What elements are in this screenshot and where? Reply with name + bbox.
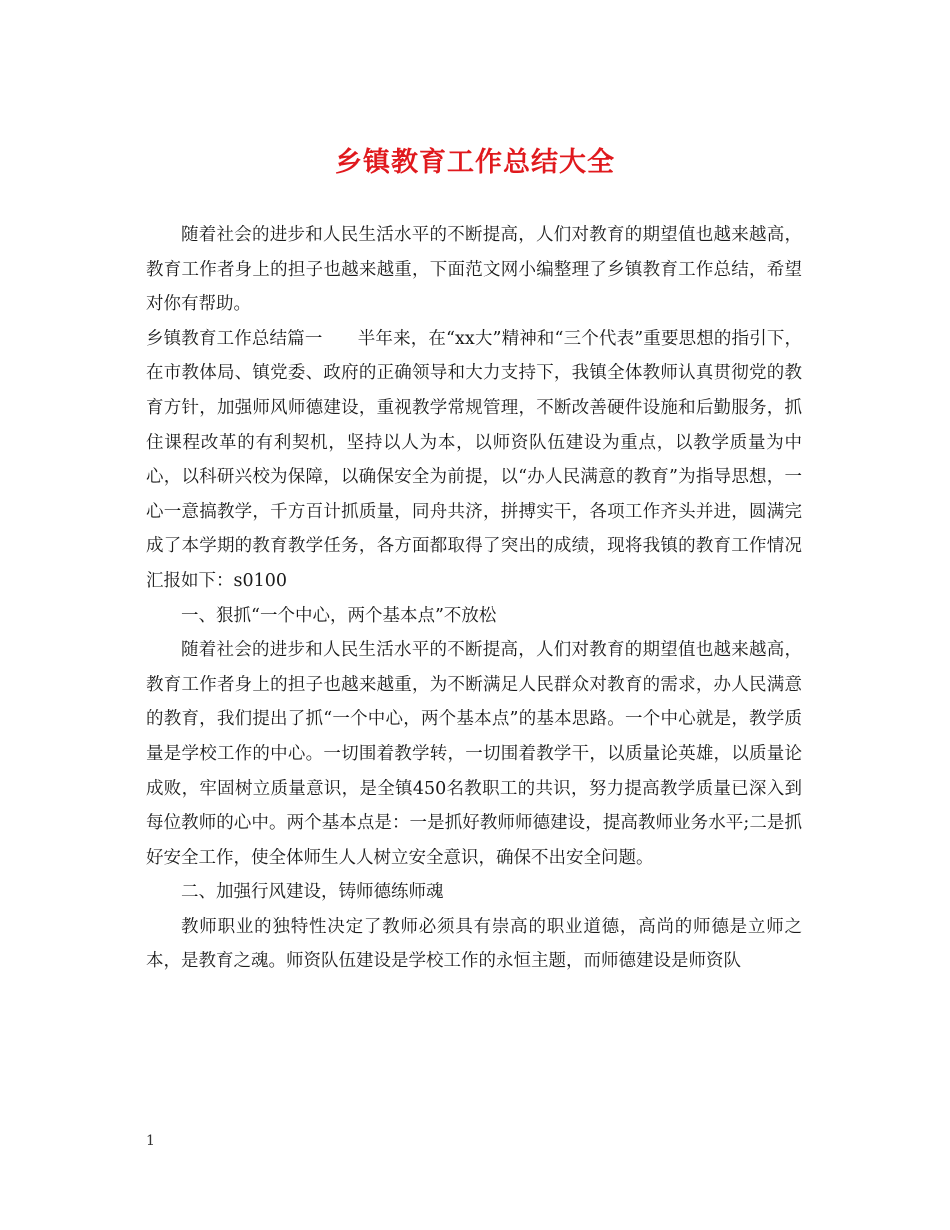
- paragraph-part-one: 随着社会的进步和人民生活水平的不断提高，人们对教育的期望值也越来越高，教育工作者身上的担子也越来越重，为不断满足人民群众对教育的需求，办人民满意的教育，我们提出了抓“一个中心，两个基本点”的基本思路。一个中心就是，教学质量是学校工作的中心。一切围着教学转，一切围着教学干，以质量论英雄，以质量论成败，牢固树立质量意识，是全镇450名教职工的共识，努力提高教学质量已深入到每位教师的心中。两个基本点是：一是抓好教师师德建设，提高教师业务水平;二是抓好安全工作，使全体师生人人树立安全意识，确保不出安全问题。: [146, 640, 802, 868]
- paragraph-section-one-opening: 乡镇教育工作总结篇一 半年来，在“xx大”精神和“三个代表”重要思想的指引下，在市教体局、镇党委、政府的正确领导和大力支持下，我镇全体教师认真贯彻党的教育方针，加强师风师德建设，重视教学常规管理，不断改善硬件设施和后勤服务，抓住课程改革的有利契机，坚持以人为本，以师资队伍建设为重点，以教学质量为中心，以科研兴校为保障，以确保安全为前提，以“办人民满意的教育”为指导思想，一心一意搞教学，千方百计抓质量，同舟共济，拼搏实干，各项工作齐头并进，圆满完成了本学期的教育教学任务，各方面都取得了突出的成绩，现将我镇的教育工作情况汇报如下：s0100: [146, 328, 802, 591]
- paragraph-intro: 随着社会的进步和人民生活水平的不断提高，人们对教育的期望值也越来越高，教育工作者身上的担子也越来越重，下面范文网小编整理了乡镇教育工作总结，希望对你有帮助。: [146, 225, 802, 315]
- page-number: 1: [146, 1133, 155, 1149]
- document-body: [146, 218, 802, 979]
- document-title: 乡镇教育工作总结大全: [335, 147, 615, 178]
- heading-part-two: 二、加强行风建设，铸师德练师魂: [181, 882, 444, 903]
- heading-part-one: 一、狠抓“一个中心，两个基本点”不放松: [181, 605, 497, 626]
- paragraph-part-two: 教师职业的独特性决定了教师必须具有崇高的职业道德，高尚的师德是立师之本，是教育之魂。师资队伍建设是学校工作的永恒主题，而师德建设是师资队: [146, 916, 802, 972]
